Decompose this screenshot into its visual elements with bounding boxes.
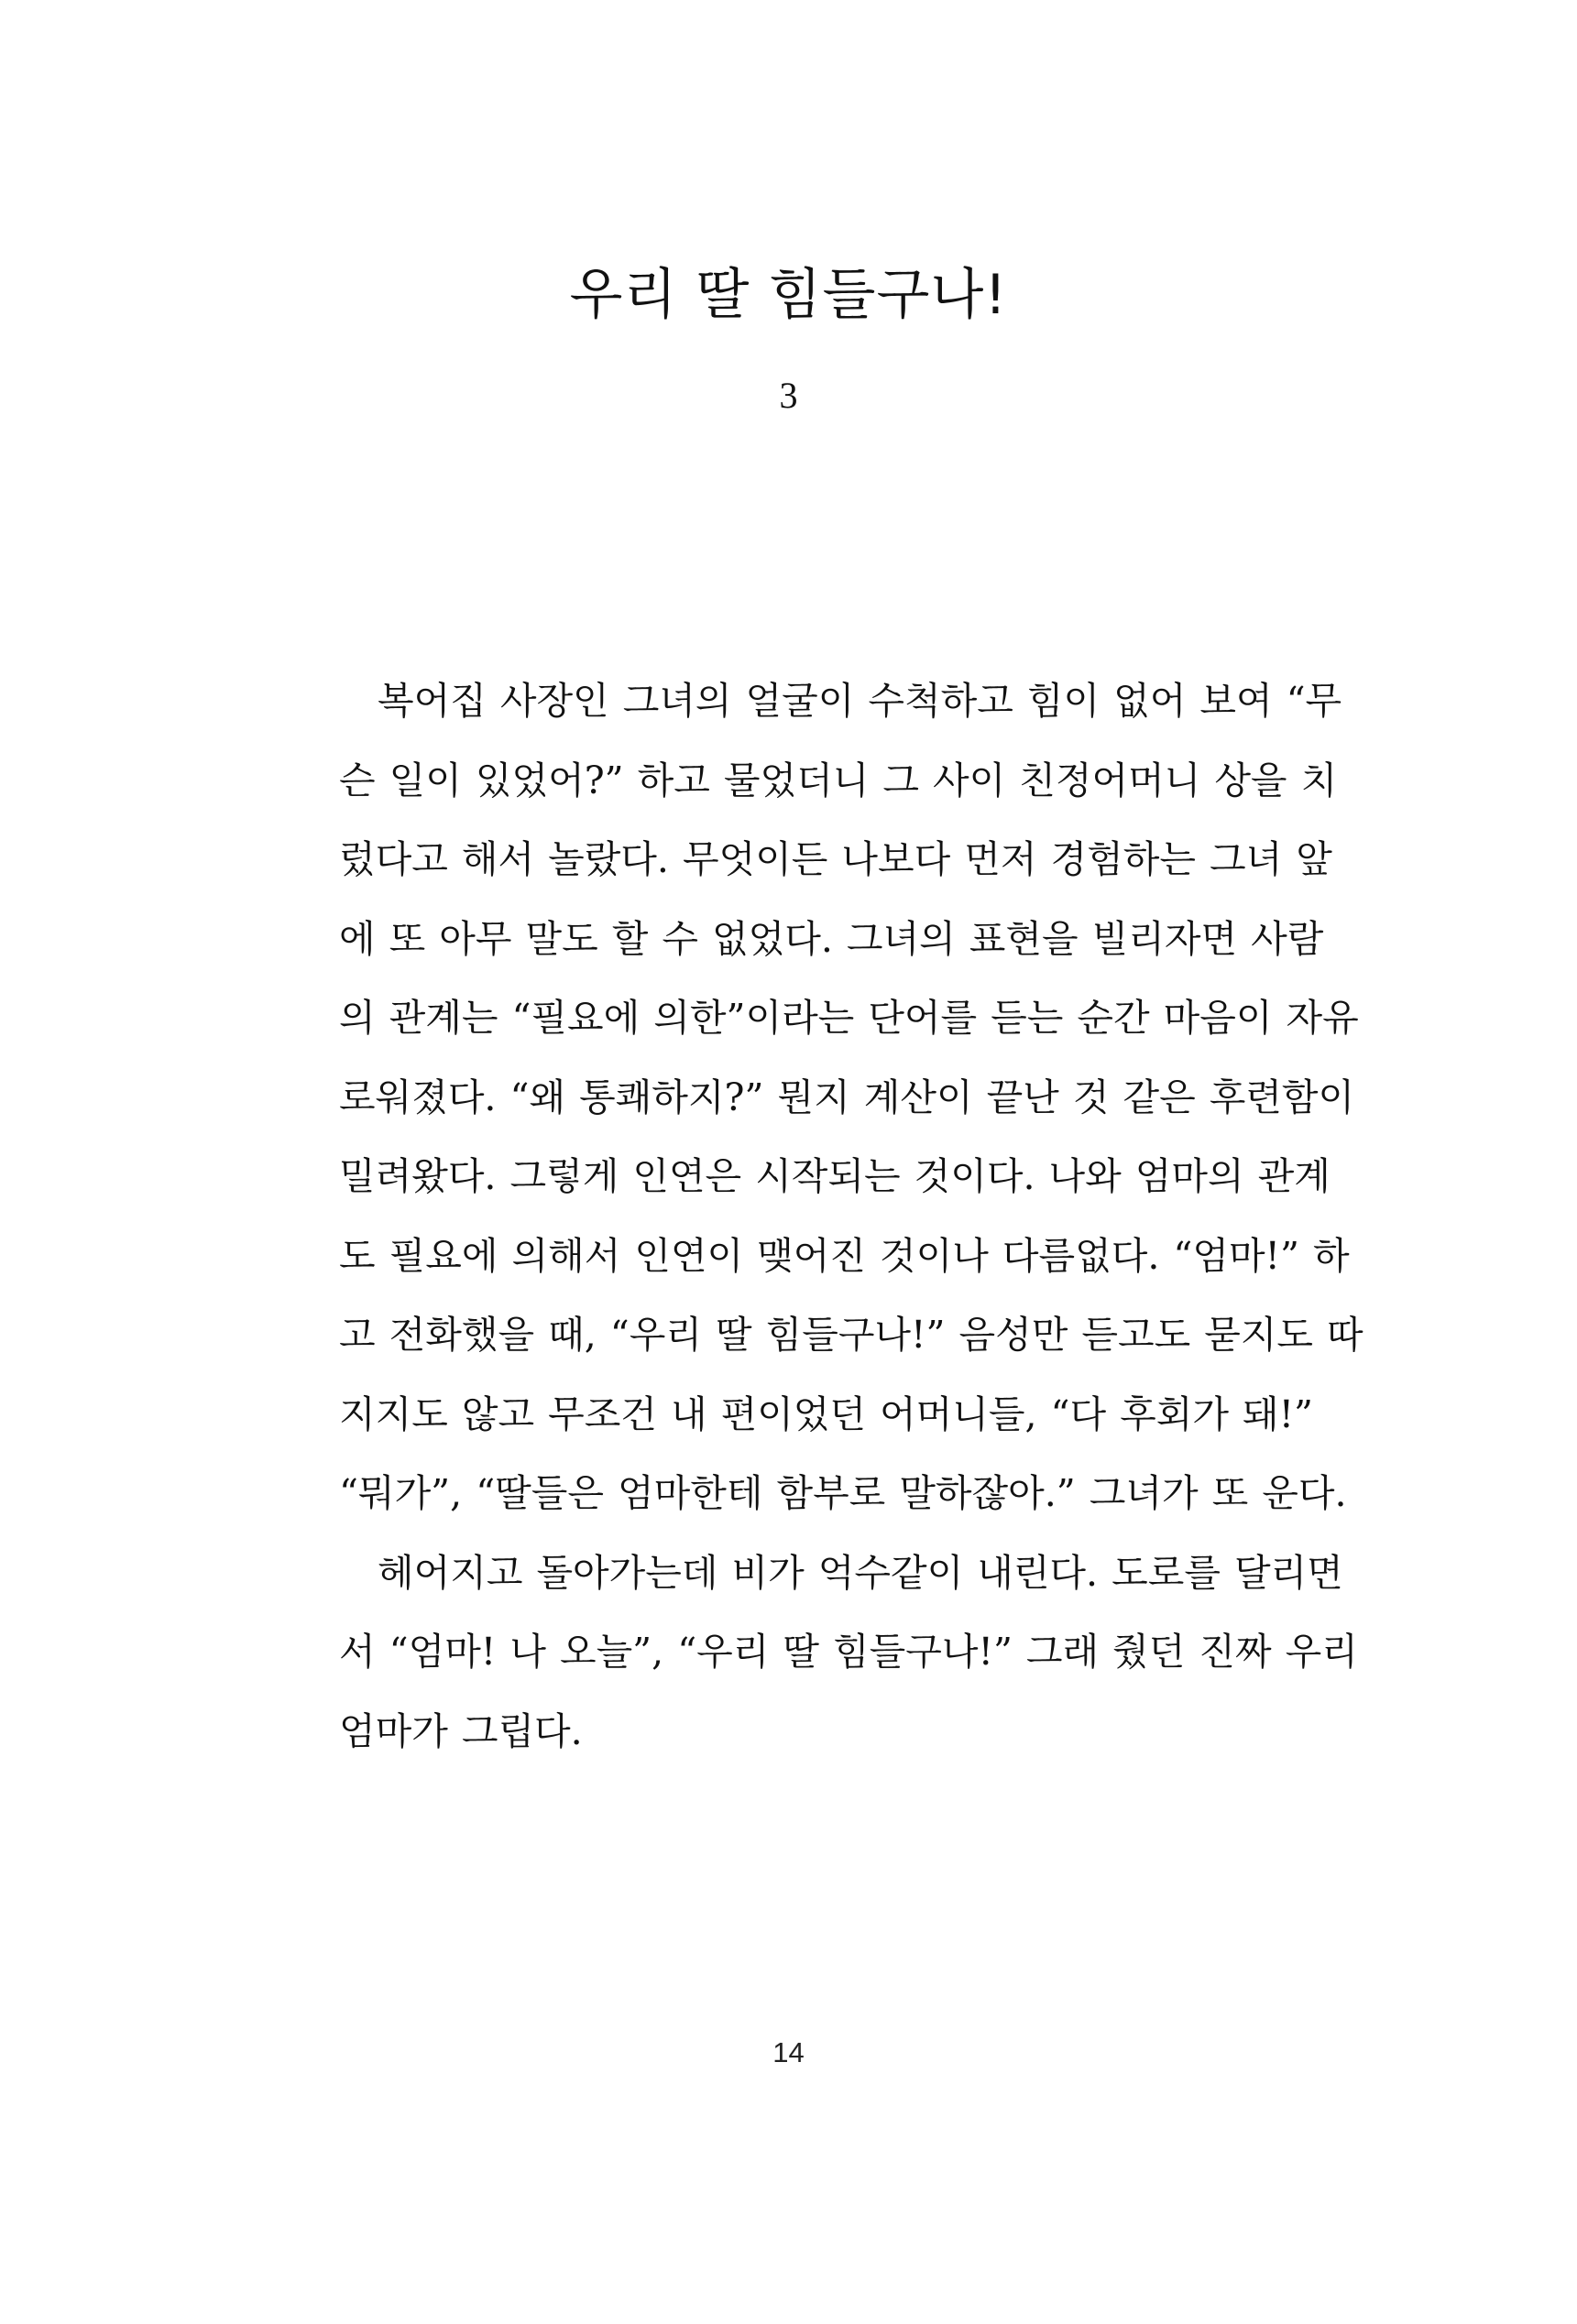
text-line: 로워졌다. “왜 통쾌하지?” 뭔지 계산이 끝난 것 같은 후련함이 (339, 1075, 1355, 1119)
text-line: 의 관계는 “필요에 의한”이라는 단어를 듣는 순간 마음이 자유 (339, 996, 1359, 1040)
text-line: 헤어지고 돌아가는데 비가 억수같이 내린다. 도로를 달리면 (378, 1550, 1343, 1595)
body-text (339, 661, 1363, 1771)
text-line: 슨 일이 있었어?” 하고 물었더니 그 사이 친정어머니 상을 치 (339, 758, 1338, 802)
text-line: 고 전화했을 때, “우리 딸 힘들구나!” 음성만 듣고도 묻지도 따 (339, 1313, 1363, 1357)
text-line: 복어집 사장인 그녀의 얼굴이 수척하고 힘이 없어 보여 “무 (378, 679, 1342, 723)
text-line: 엄마가 그립다. (339, 1708, 583, 1753)
text-line: 지지도 않고 무조건 내 편이었던 어머니들, “다 후회가 돼!” (339, 1391, 1314, 1436)
text-line: 서 “엄마! 나 오늘”, “우리 딸 힘들구나!” 그래 줬던 진짜 우리 (339, 1630, 1358, 1674)
text-line: “뭐가”, “딸들은 엄마한테 함부로 말하잖아.” 그녀가 또 운다. (339, 1471, 1347, 1515)
text-line: 밀려왔다. 그렇게 인연은 시작되는 것이다. 나와 엄마의 관계 (339, 1154, 1331, 1198)
text-line: 에 또 아무 말도 할 수 없었다. 그녀의 표현을 빌리자면 사람 (339, 916, 1324, 961)
text-line: 도 필요에 의해서 인연이 맺어진 것이나 다름없다. “엄마!” 하 (339, 1233, 1350, 1278)
chapter-title: 우리 딸 힘들구나! (569, 263, 1008, 327)
page-number: 14 (772, 2036, 805, 2068)
chapter-number: 3 (779, 375, 798, 416)
text-line: 렀다고 해서 놀랐다. 무엇이든 나보다 먼저 경험하는 그녀 앞 (339, 837, 1332, 881)
